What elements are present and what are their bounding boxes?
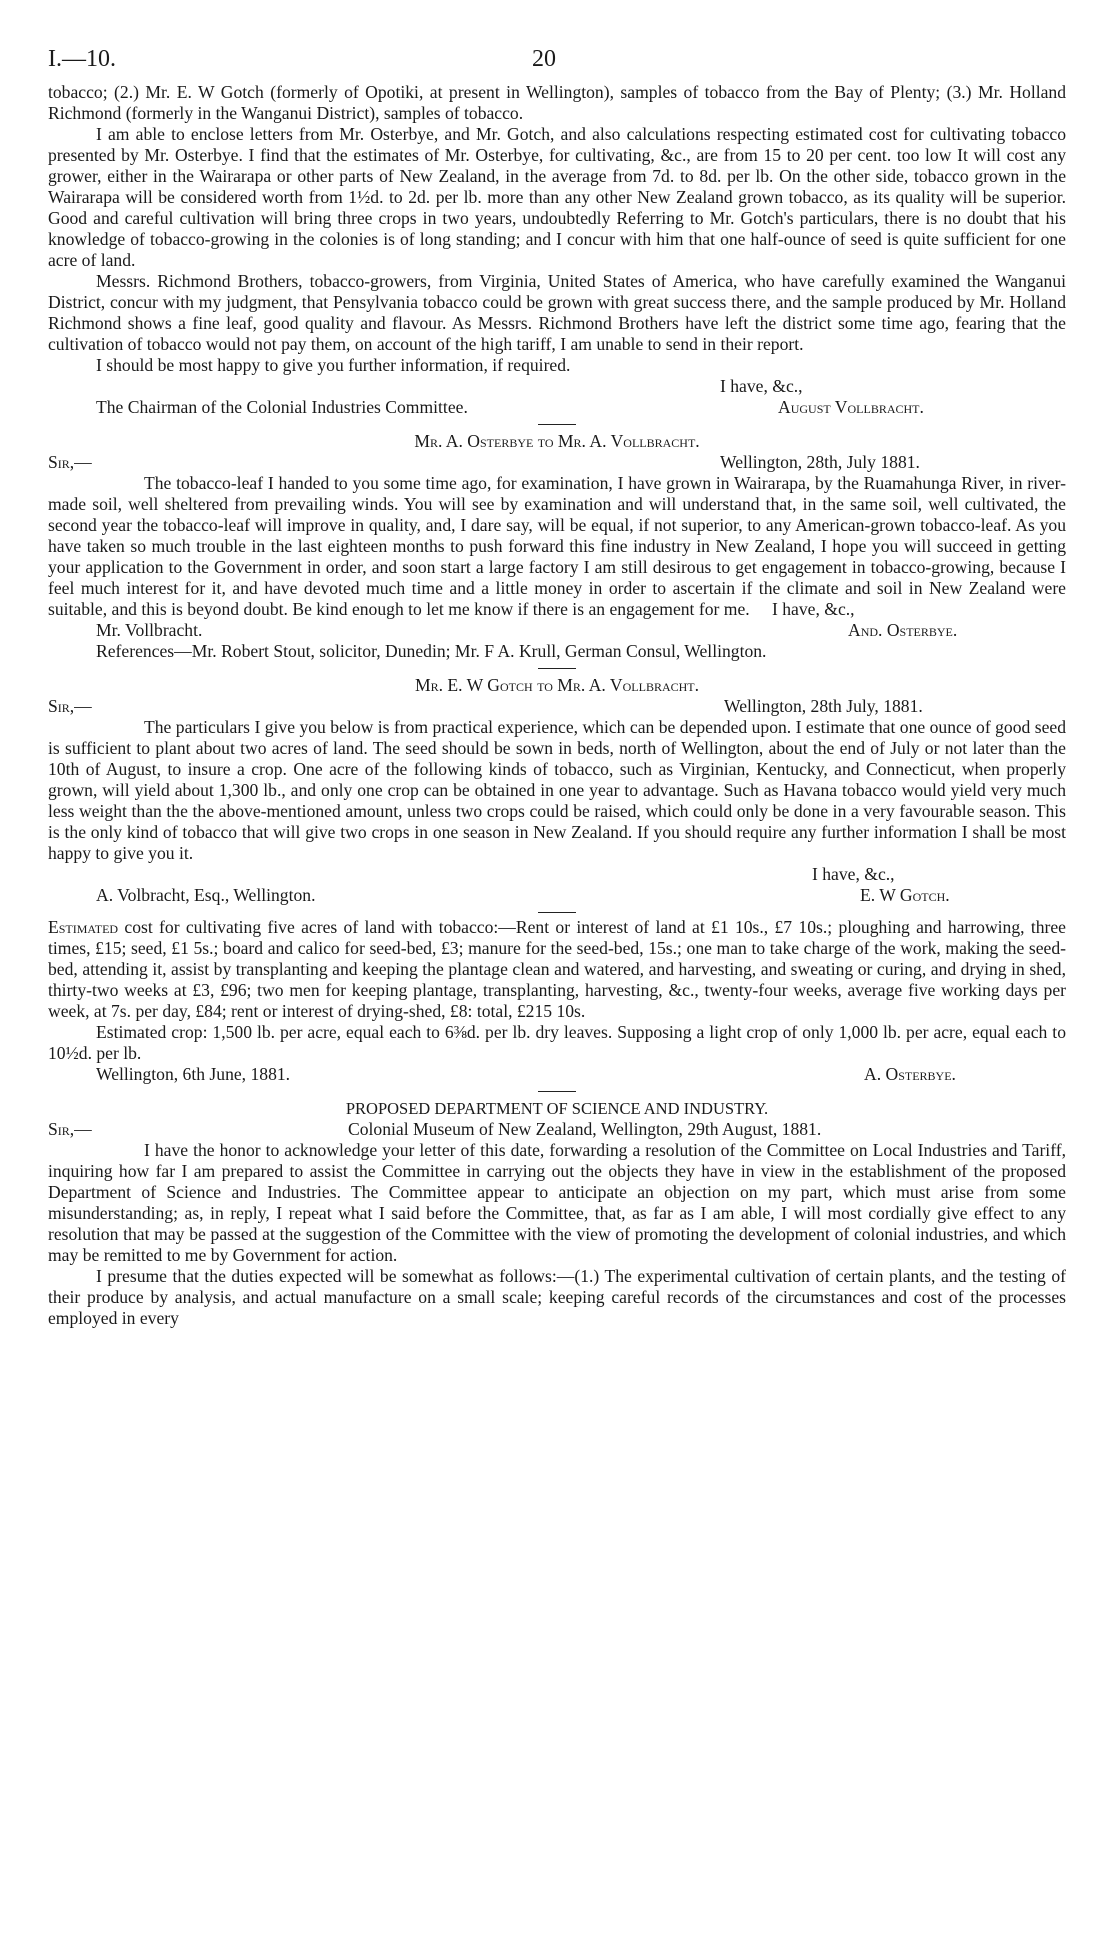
closing-text: I have, &c., <box>772 599 855 619</box>
section-divider <box>538 424 576 425</box>
addressee: The Chairman of the Colonial Industries Committee. <box>96 397 468 417</box>
dateline: Wellington, 28th July, 1881. <box>724 696 923 716</box>
salutation-row <box>48 452 1066 473</box>
page-header <box>48 38 1066 82</box>
estimated-crop: Estimated crop: 1,500 lb. per acre, equal each to 6⅜d. per lb. dry leaves. Supposing a light crop of only 1,000 lb. per acre, equal each to 10½d. per lb. <box>48 1022 1066 1063</box>
intro-paragraph-2: I am able to enclose letters from Mr. Osterbye, and Mr. Gotch, and also calculations respecting estimated cost for cultivating tobacco presented by Mr. Osterbye. I find that the estimates of Mr. Osterbye, for cultivating, &c., are from 15 to 20 per cent. too low It will cost any grower, either in the Wairarapa or other parts of New Zealand, in the average from 7d. to 8d. per lb. On the other side, tobacco grown in the Wairarapa will be considered worth from 1½d. to 2d. per lb. more than any other New Zealand grown tobacco, as its quality will be superior. Good and careful cultivation will bring three crops in two years, undoubtedly Referring to Mr. Gotch's particulars, there is no doubt that his knowledge of tobacco-growing in the colonies is of long standing; and I concur with him that one half-ounce of seed is quite sufficient for one acre of land. <box>48 124 1066 270</box>
salutation-row <box>48 696 1066 717</box>
page-number: 20 <box>532 46 556 72</box>
letter-body: The particulars I give you below is from practical experience, which can be depended upon. I estimate that one ounce of good seed is sufficient to plant about two acres of land. The seed should be sown in beds, north of Wellington, about the end of July or not later than the 10th of August, to insure a crop. One acre of the following kinds of tobacco, such as Virginian, Kentucky, and Connecticut, when properly grown, will yield about 1,300 lb., and only one crop can be obtained in one year to advantage. Such as Havana tobacco would yield very much less weight than the the above-mentioned amount, unless two crops could be raised, which could only be done in a very favourable season. This is the only kind of tobacco that will give two crops in one season in New Zealand. If you should require any further information I shall be most happy to give you it. <box>48 717 1066 863</box>
addressee: A. Volbracht, Esq., Wellington. <box>96 885 316 905</box>
dateline: Wellington, 28th, July 1881. <box>720 452 920 472</box>
intro-paragraph-3: Messrs. Richmond Brothers, tobacco-growers, from Virginia, United States of America, who have carefully examined the Wanganui District, concur with my judgment, that Pensylvania tobacco could be grown with great success there, and the sample produced by Mr. Holland Richmond shows a fine leaf, good quality and flavour. As Messrs. Richmond Brothers have left the district some time ago, fearing that the cultivation of tobacco would not pay them, on account of the high tariff, I am unable to send in their report. <box>48 271 1066 354</box>
dept-paragraph-1: I have the honor to acknowledge your letter of this date, forwarding a resolution of the Committee on Local Industries and Tariff, inquiring how far I am prepared to assist the Committee in carrying out the objects they have in view in the establishment of the proposed Department of Science and Industries. The Committee appear to anticipate an objection on my part, which must arise from some misunderstanding; as, in reply, I repeat what I said before the Committee, that, as far as I am able, I will most cordially give effect to any resolution that may be passed at the suggestion of the Committee with the view of promoting the development of colonial industries, and which may be remitted to me by Government for action. <box>48 1140 1066 1265</box>
signature-row <box>48 620 1066 641</box>
salutation-row <box>48 1119 1066 1140</box>
closing-row <box>48 599 1066 620</box>
signature-row <box>48 885 1066 906</box>
dept-paragraph-2: I presume that the duties expected will be somewhat as follows:—(1.) The experimental cultivation of certain plants, and the testing of their produce by analysis, and actual manufacture on a small scale; keeping careful records of the circumstances and cost of the processes employed in every <box>48 1266 1066 1328</box>
salutation: Sir,— <box>48 452 92 472</box>
addressee: Mr. Vollbracht. <box>96 620 203 640</box>
references: References—Mr. Robert Stout, solicitor, Dunedin; Mr. F A. Krull, German Consul, Wellington. <box>96 641 767 661</box>
salutation: Sir,— <box>48 696 92 716</box>
section-divider <box>538 912 576 913</box>
estimate-lead: Estimated <box>48 917 119 937</box>
signature: August Vollbracht. <box>778 397 924 417</box>
closing-text: I have, &c., <box>812 864 895 884</box>
section-divider <box>538 1091 576 1092</box>
closing-text: I have, &c., <box>720 376 803 396</box>
intro-closing-row <box>48 376 1066 397</box>
signature: E. W Gotch. <box>860 885 950 905</box>
signature: And. Osterbye. <box>848 620 958 640</box>
place-date: Wellington, 6th June, 1881. <box>96 1064 291 1084</box>
intro-paragraph-4: I should be most happy to give you further information, if required. <box>96 355 571 375</box>
letter-title: Mr. A. Osterbye to Mr. A. Vollbracht. <box>414 431 700 451</box>
estimate-signature-row <box>48 1064 1066 1085</box>
estimate-paragraph <box>48 917 1066 1022</box>
dateline: Colonial Museum of New Zealand, Wellington, 29th August, 1881. <box>348 1119 822 1139</box>
intro-paragraph-1: tobacco; (2.) Mr. E. W Gotch (formerly of Opotiki, at present in Wellington), samples of tobacco from the Bay of Plenty; (3.) Mr. Holland Richmond (formerly in the Wanganui District), samples of tobacco. <box>48 82 1066 123</box>
document-reference: I.—10. <box>48 46 116 72</box>
section-divider <box>538 668 576 669</box>
signature: A. Osterbye. <box>864 1064 956 1084</box>
section-title: PROPOSED DEPARTMENT OF SCIENCE AND INDUSTRY. <box>345 1099 769 1118</box>
document-page <box>48 38 1066 1329</box>
closing-row <box>48 864 1066 885</box>
letter-title: Mr. E. W Gotch to Mr. A. Vollbracht. <box>414 675 700 695</box>
intro-signature-row <box>48 397 1066 418</box>
salutation: Sir,— <box>48 1119 92 1139</box>
estimate-body: cost for cultivating five acres of land with tobacco:—Rent or interest of land at £1 10s., £7 10s.; ploughing and harrowing, three times, £15; seed, £1 5s.; board and calico for seed-bed, £3; manure for the seed-bed, 15s.; one man to take charge of the work, making the seed-bed, attending it, assist by transplanting and keeping the plantage clean and watered, and harvesting, and sweating or curing, and drying in shed, thirty-two weeks at £3, £96; two men for keeping plantage, transplanting, harvesting, &c., twenty-four weeks, average five working days per week, at 7s. per day, £84; rent or interest of drying-shed, £8: total, £215 10s. <box>48 917 1066 1021</box>
letter-body: The tobacco-leaf I handed to you some time ago, for examination, I have grown in Wairarapa, by the Ruamahunga River, in river-made soil, well sheltered from prevailing winds. You will see by examination and will understand that, in the same soil, well cultivated, the second year the tobacco-leaf will improve in quality, and, I dare say, will be equal, if not superior, to any American-grown tobacco-leaf. As you have taken so much trouble in the last eighteen months to push forward this fine industry in New Zealand, I hope you will succeed in getting your application to the Government in order, and soon start a large factory I am still desirous to get engagement in tobacco-growing, because I feel much interest for it, and have devoted much time and a little money in order to ascertain if the climate and soil in New Zealand were suitable, and this is beyond doubt. Be kind enough to let me know if there is an engagement for me. <box>48 473 1066 619</box>
